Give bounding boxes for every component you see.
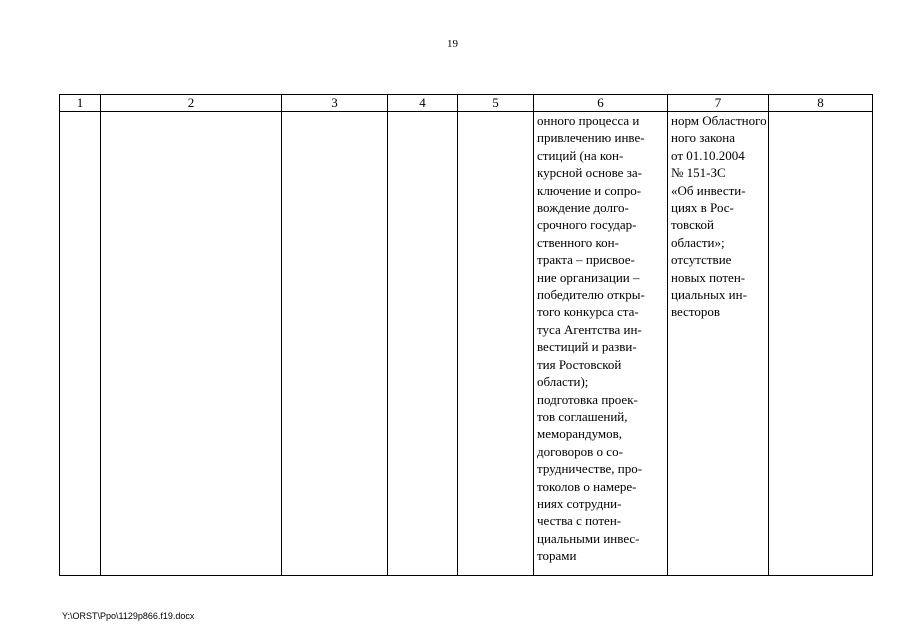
cell-text-line: области»; — [671, 234, 725, 250]
cell-text-line: ного закона — [671, 130, 736, 146]
cell-text-line: меморандумов, — [537, 426, 623, 442]
cell-col2 — [101, 112, 282, 576]
cell-col8 — [769, 112, 873, 576]
column-header-3: 3 — [282, 95, 388, 112]
cell-text-line: циальными инвес- — [537, 530, 640, 546]
cell-text-line: новых потен- — [671, 269, 746, 285]
cell-text-line: трудничестве, про- — [537, 461, 643, 477]
column-header-1: 1 — [60, 95, 101, 112]
cell-text-line: весторов — [671, 304, 721, 320]
cell-text-line: курсной основе за- — [537, 165, 642, 181]
cell-text-line: ственного кон- — [537, 234, 619, 250]
cell-text-line: «Об инвести- — [671, 182, 746, 198]
cell-text-line: токолов о намере- — [537, 478, 637, 494]
cell-text-line: победителю откры- — [537, 287, 645, 303]
cell-text-line: тов соглашений, — [537, 408, 628, 424]
cell-text-line: ниях сотрудни- — [537, 495, 622, 511]
cell-col6 — [534, 112, 668, 576]
cell-text-line: торами — [537, 548, 577, 564]
cell-text-line: договоров о со- — [537, 443, 623, 459]
cell-text-line: циальных ин- — [671, 287, 747, 303]
cell-text-line: вестиций и разви- — [537, 339, 637, 355]
cell-text-line: отсутствие — [671, 252, 732, 268]
cell-text-line: области); — [537, 374, 589, 390]
cell-col3 — [282, 112, 388, 576]
cell-text-line: туса Агентства ин- — [537, 321, 642, 337]
column-header-5: 5 — [458, 95, 534, 112]
cell-text-line: ключение и сопро- — [537, 182, 642, 198]
cell-text-line: чества с потен- — [537, 513, 622, 529]
footer-file-path: Y:\ORST\Ppo\1129p866.f19.docx — [62, 611, 195, 621]
table-header-row — [60, 95, 873, 112]
column-header-6: 6 — [534, 95, 668, 112]
cell-text-line: вождение долго- — [537, 200, 629, 216]
cell-text-line: № 151-ЗС — [671, 165, 726, 181]
cell-col1 — [60, 112, 101, 576]
cell-text-line: циях в Рос- — [671, 200, 734, 216]
cell-text-line: привлечению инве- — [537, 130, 645, 146]
cell-text-line: онного процесса и — [537, 113, 640, 128]
cell-text-line: товской — [671, 217, 714, 233]
cell-col5 — [458, 112, 534, 576]
cell-text-line: стиций (на кон- — [537, 147, 624, 163]
cell-col4 — [388, 112, 458, 576]
column-header-8: 8 — [769, 95, 873, 112]
page-number: 19 — [447, 38, 458, 50]
cell-col7 — [668, 112, 769, 576]
cell-text-line: тия Ростовской — [537, 356, 622, 372]
column-header-4: 4 — [388, 95, 458, 112]
cell-text-line: того конкурса ста- — [537, 304, 639, 320]
cell-text-line: ние организации – — [537, 269, 640, 285]
column-header-2: 2 — [101, 95, 282, 112]
cell-text-line: срочного государ- — [537, 217, 637, 233]
cell-text-line: тракта – присвое- — [537, 252, 635, 268]
data-table — [59, 94, 873, 576]
table-row — [60, 112, 873, 576]
column-header-7: 7 — [668, 95, 769, 112]
cell-text-line: норм Областного — [671, 113, 767, 128]
cell-text-line: подготовка проек- — [537, 391, 638, 407]
cell-text-line: от 01.10.2004 — [671, 147, 745, 163]
